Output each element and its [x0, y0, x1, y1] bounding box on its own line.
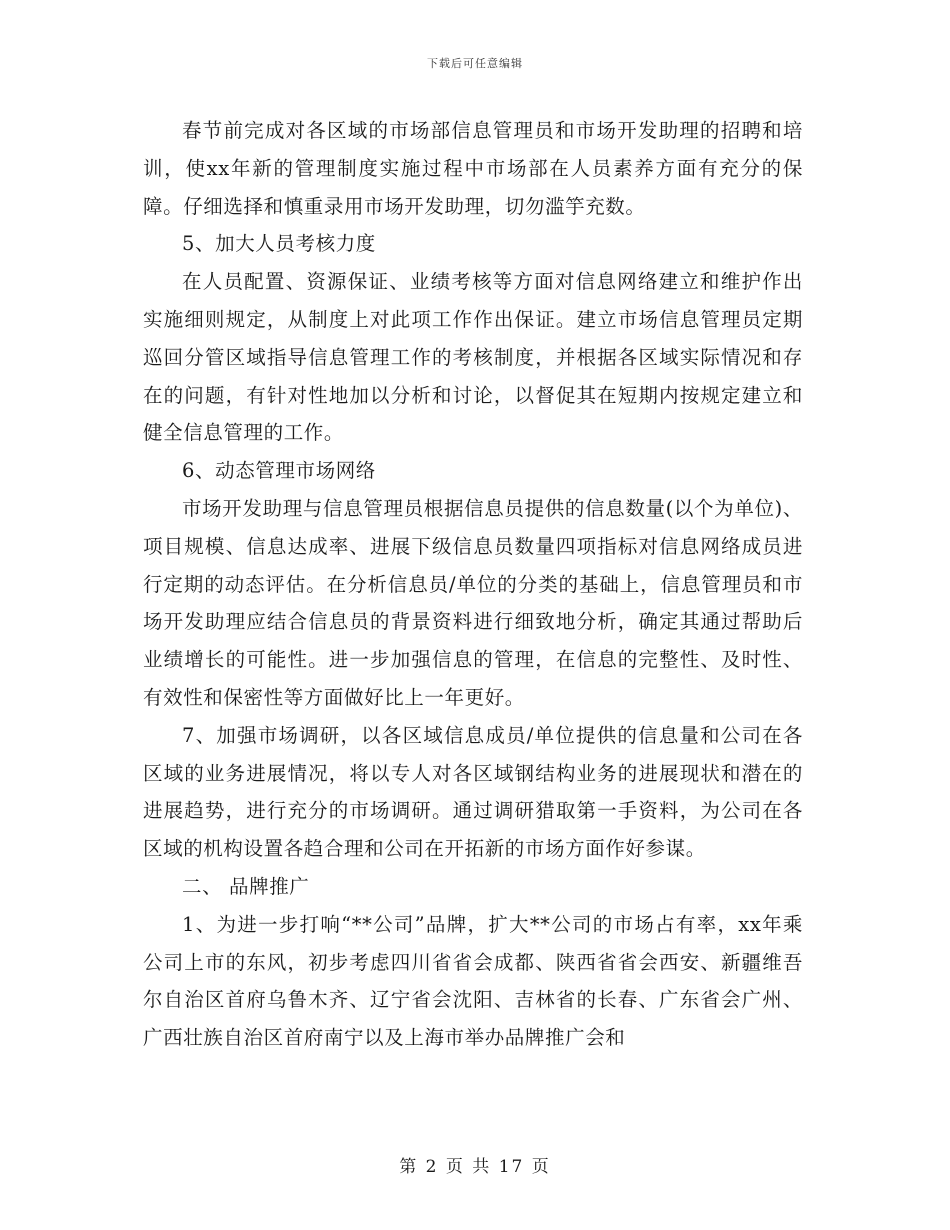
- heading-dynamic-management: 6、动态管理市场网络: [182, 459, 376, 483]
- paragraph-dynamic-management: 市场开发助理与信息管理员根据信息员提供的信息数量(以个为单位)、项目规模、信息达成率、进展下级信息员数量四项指标对信息网络成员进行定期的动态评估。在分析信息员/单位的分类的基础上，信息管理员和市场开发助理应结合信息员的背景资料进行细致地分析，确定其通过帮助后业绩增长的可能性。进一步加强信息的管理，在信息的完整性、及时性、有效性和保密性等方面做好比上一年更好。: [143, 496, 803, 709]
- page-header: 下载后可任意编辑: [427, 57, 523, 70]
- page-number: 第 2 页 共 17 页: [399, 1157, 551, 1177]
- paragraph-assessment: 在人员配置、资源保证、业绩考核等方面对信息网络建立和维护作出实施细则规定，从制度上对此项工作作出保证。建立市场信息管理员定期巡回分管区域指导信息管理工作的考核制度，并根据各区域实际情况和存在的问题，有针对性地加以分析和讨论，以督促其在短期内按规定建立和健全信息管理的工作。: [143, 270, 803, 445]
- heading-brand-promotion: 二、 品牌推广: [182, 874, 310, 898]
- heading-assessment: 5、加大人员考核力度: [182, 232, 376, 256]
- paragraph-recruitment: 春节前完成对各区域的市场部信息管理员和市场开发助理的招聘和培训，使xx年新的管理制度实施过程中市场部在人员素养方面有充分的保障。仔细选择和慎重录用市场开发助理，切勿滥竽充数。: [143, 119, 803, 218]
- paragraph-market-research: 7、加强市场调研，以各区域信息成员/单位提供的信息量和公司在各区域的业务进展情况，将以专人对各区域钢结构业务的进展现状和潜在的进展趋势，进行充分的市场调研。通过调研猎取第一手资料，为公司在各区域的机构设置各趋合理和公司在开拓新的市场方面作好参谋。: [143, 723, 803, 861]
- document-body: [143, 112, 803, 1057]
- paragraph-brand-promotion: 1、为进一步打响“**公司”品牌，扩大**公司的市场占有率，xx年乘公司上市的东风，初步考虑四川省省会成都、陕西省省会西安、新疆维吾尔自治区首府乌鲁木齐、辽宁省会沈阳、吉林省的长春、广东省会广州、广西壮族自治区首府南宁以及上海市举办品牌推广会和: [143, 912, 803, 1050]
